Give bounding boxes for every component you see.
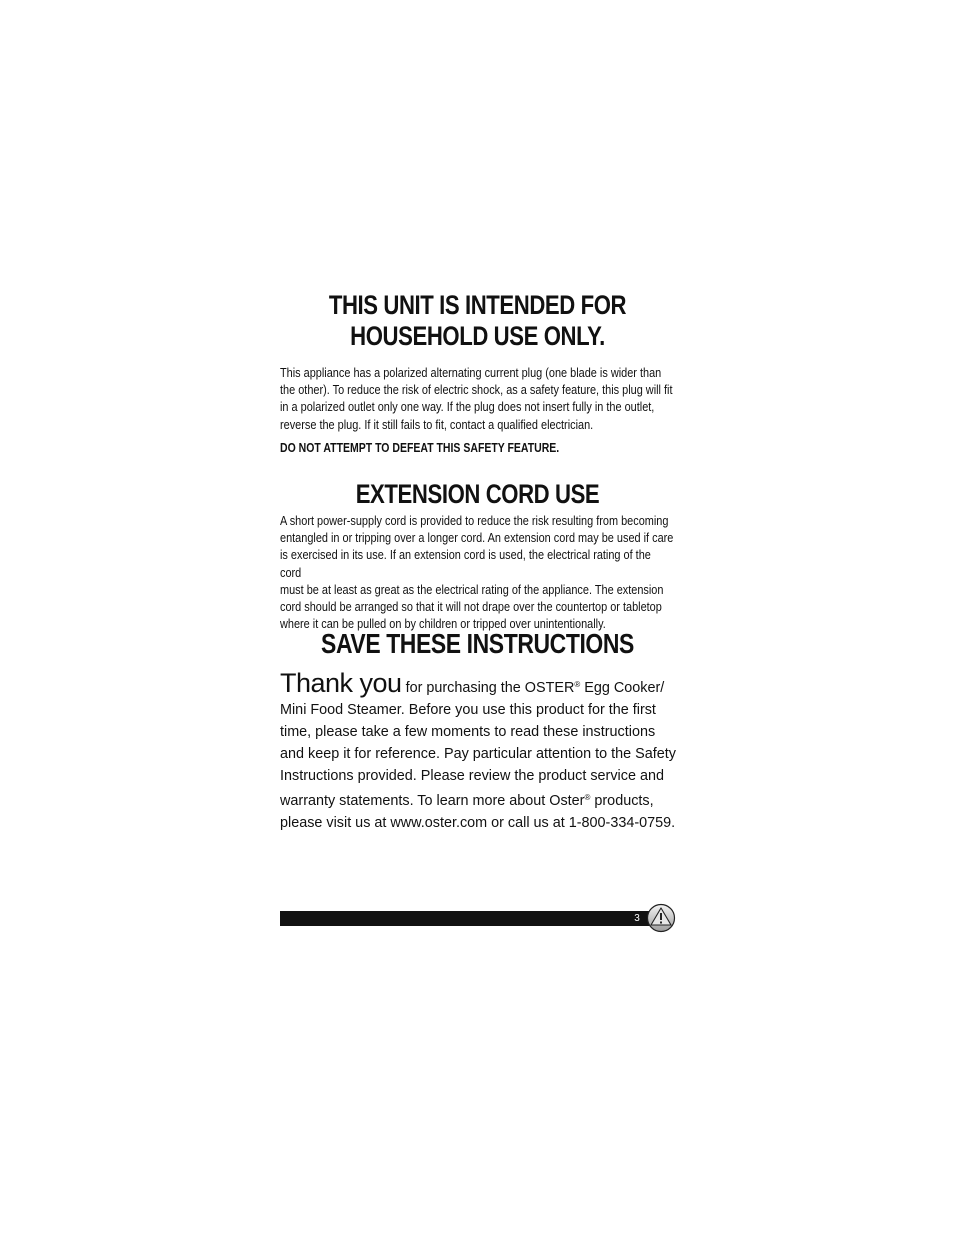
paragraph-line: the other). To reduce the risk of electric shock, as a safety feature, this plug will fit [280, 382, 673, 398]
safety-warning: DO NOT ATTEMPT TO DEFEAT THIS SAFETY FEATURE. [280, 441, 560, 455]
thank-you-lead: Thank you [280, 668, 402, 698]
paragraph-line: in a polarized outlet only one way. If the plug does not insert fully in the outlet, [280, 399, 655, 415]
extension-cord-heading: EXTENSION CORD USE [355, 479, 600, 509]
thanks-line: and keep it for reference. Pay particular attention to the Safety [280, 746, 676, 762]
registered-mark: ® [584, 793, 591, 802]
extension-cord-paragraph [280, 512, 675, 632]
paragraph-line: This appliance has a polarized alternating current plug (one blade is wider than [280, 365, 662, 380]
manual-page [280, 0, 675, 1235]
page-number: 3 [634, 913, 640, 924]
warning-triangle-icon [646, 903, 676, 933]
paragraph-line: A short power-supply cord is provided to reduce the risk resulting from becoming [280, 513, 669, 528]
paragraph-line: must be at least as great as the electrical rating of the appliance. The extension [280, 581, 664, 597]
household-use-heading [299, 290, 656, 352]
paragraph-line: reverse the plug. If it still fails to fit, contact a qualified electrician. [280, 416, 594, 432]
thank-you-paragraph [280, 668, 680, 834]
thanks-line: for purchasing the OSTER [405, 680, 575, 696]
footer-bar [280, 911, 650, 926]
thanks-line: Mini Food Steamer. Before you use this product for the first [280, 702, 656, 718]
thanks-line: warranty statements. To learn more about Oster [280, 793, 585, 809]
paragraph-line: is exercised in its use. If an extension cord is used, the electrical rating of the cord [280, 547, 651, 580]
thanks-line: Instructions provided. Please review the product service and [280, 768, 664, 784]
registered-mark: ® [574, 680, 581, 689]
paragraph-line: entangled in or tripping over a longer cord. An extension cord may be used if care [280, 530, 674, 546]
paragraph-line: cord should be arranged so that it will not drape over the countertop or tabletop [280, 599, 662, 615]
save-instructions-heading: SAVE THESE INSTRUCTIONS [321, 628, 634, 659]
thanks-line: Egg Cooker/ [580, 680, 665, 696]
polarized-plug-paragraph [280, 364, 675, 433]
thanks-line: products, [590, 793, 654, 809]
thanks-line: please visit us at www.oster.com or call us at 1-800-334-0759. [280, 815, 676, 831]
thanks-line: time, please take a few moments to read these instructions [280, 724, 656, 740]
household-heading-line1: THIS UNIT IS INTENDED FOR [328, 290, 627, 320]
household-heading-line2: HOUSEHOLD USE ONLY. [350, 321, 605, 351]
paragraph-line: where it can be pulled on by children or tripped over unintentionally. [280, 616, 606, 632]
